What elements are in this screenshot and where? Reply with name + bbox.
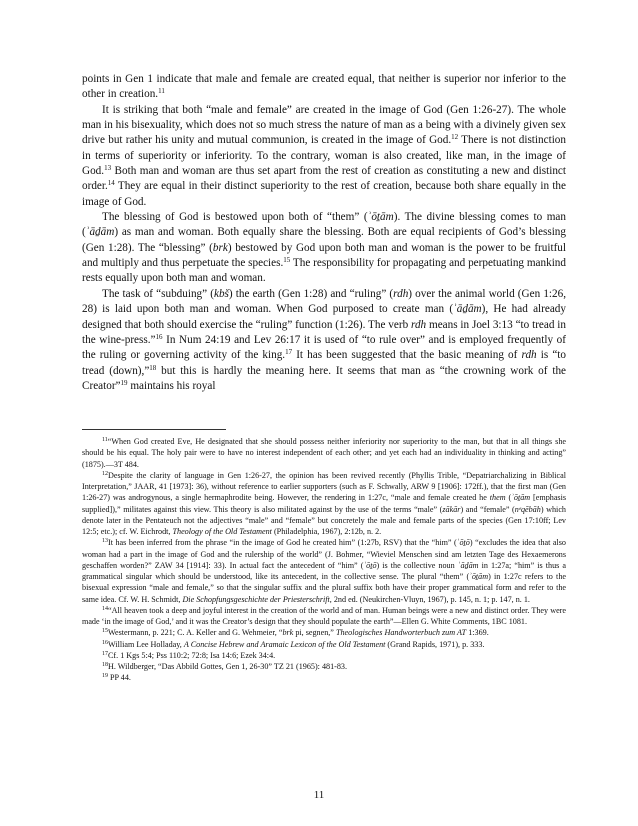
- hebrew-term: rdh: [393, 287, 409, 300]
- footnote-14: $^{14}$“All heaven took a deep and joyful interest in the creation of the world and of man. Human beings were a new and distinct order. They were made ‘in the image of God,’ and it was the Creator’s design that they should populate the earth”—Ellen G. White Comments, 1BC 1081.: [82, 605, 566, 626]
- paragraph-2: It is striking that both “male and female” are created in the image of God (Gen 1:26-27). The whole man in his bisexuality, which does not so much stress the nature of man as a being with a divinely given sex drive but rather his unity and mutual communion, is created in the image of God.$^{12}$ There is not distinction in terms of superiority or inferiority. To the contrary, woman is also created, like man, in the image of God.$^{13}$ Both man and woman are thus set apart from the rest of creation as constituting a new and distinct order.$^{14}$ They are equal in their distinct superiority to the rest of creation, because both share equally in the image of God.: [82, 103, 566, 208]
- footnote-19: $^{19}$ PP 44.: [102, 673, 131, 683]
- footnote-12: $^{12}$Despite the clarity of language in Gen 1:26-27, the opinion has been revived recently (Phyllis Trible, “Depatriarchalizing in Biblical Interpretation,” JAAR, 41 [1973]: 36), without reference to earlier supporters (such as F. Schwally, ARW 9 [1906]: 172ff.), that the first man (Gen 1:26-27) was androgynous, a single hermaphrodite being. However, the rendering in 1:27c, “male and female created he them (ʾōṯām [emphasis supplied]),” militates against this view. This theory is also militated against by the use of the terms “male” (zākār) and “female” (nᵉqēbāh) which denote later in the Pentateuch not the adjectives “male” and “female” but concretely the male and female parts of the species (Gen 17:10ff; Lev 12:5; etc.); cf. W. Eichrodt, Theology of the Old Testament (Philadelphia, 1967), 2:12b, n. 2.: [82, 470, 567, 536]
- footnote-ref-14[interactable]: 14: [107, 179, 115, 188]
- footnote-ref-12[interactable]: 12: [451, 133, 459, 142]
- hebrew-term: rdh: [521, 349, 537, 362]
- hebrew-term: kbš: [213, 287, 229, 300]
- hebrew-term: ʾāḏām: [85, 226, 115, 239]
- footnote-ref-18[interactable]: 18: [149, 363, 157, 372]
- footnote-18: $^{18}$H. Wildberger, “Das Abbild Gottes, Gen 1, 26-30” TZ 21 (1965): 481-83.: [102, 662, 347, 671]
- footnote-15: $^{15}$Westermann, p. 221; C. A. Keller and G. Wehmeier, “brk pi, segnen,” Theologisches Handworterbuch zum AT 1:369.: [102, 628, 489, 638]
- hebrew-term: ʾōṯām: [367, 211, 394, 224]
- footnote-13: $^{13}$It has been inferred from the phrase “in the image of God he created him” (1:27b, RSV) that the “him” (ʾōṯō) “excludes the idea that also woman had a part in the image of God and the rulership of the world” (J. Bohmer, “Wieviel Menschen sind am letzten Tage des Hexaemerons geschaffen worden?” ZAW 34 [1914]: 33). In actual fact the antecedent of “him” (ʾōṯō) is the collective noun ʾāḏām in 1:27a; “him” is thus a grammatical singular which should be understood, like its antecedent, in the collective sense. The plural “them” (ʾōṯām) in 1:27c refers to the bisexual expression “male and female,” so that the singular suffix and the plural suffix both have their proper grammatical form and refer to the same idea. Cf. W. H. Schmidt, Die Schopfungsgeschichte der Priesterschrift, 2nd ed. (Neukirchen-Vluyn, 1967), p. 145, n. 1; p. 147, n. 1.: [82, 538, 566, 604]
- footnote-ref-13[interactable]: 13: [104, 164, 112, 173]
- paragraph-3: The blessing of God is bestowed upon both of “them” (ʾōṯām). The divine blessing comes to man (ʾāḏām) as man and woman. Both equally share the blessing. Both are equal recipients of God’s blessing (Gen 1:28). The “blessing” (brk) bestowed by God upon both man and woman is the power to be fruitful and multiply and thus perpetuate the species.$^{15}$ The responsibility for propagating and perpetuating mankind rests equally upon both man and woman.: [82, 211, 567, 285]
- footnote-ref-17[interactable]: 17: [285, 348, 293, 357]
- hebrew-term: rdh: [411, 318, 427, 331]
- footnote-ref-11[interactable]: 11: [158, 87, 165, 96]
- body-text: [82, 72, 566, 394]
- hebrew-term: brk: [212, 241, 228, 254]
- footnote-separator: [82, 429, 226, 430]
- footnote-11: $^{11}$“When God created Eve, He designated that she should possess neither inferiority nor superiority to the man, but that in all things she should be his equal. The holy pair were to have no interest independent of each other; and yet each had an individuality in thinking and acting” (1875).—3T 484.: [82, 437, 566, 469]
- footnotes: [82, 436, 566, 684]
- page-number: 11: [313, 789, 325, 801]
- footnote-ref-16[interactable]: 16: [155, 332, 163, 341]
- paragraph-4: The task of “subduing” (kbš) the earth (Gen 1:28) and “ruling” (rdh) over the animal world (Gen 1:26, 28) is laid upon both man and woman. When God purposed to create man (ʾāḏām), He had already designed that both should exercise the “ruling” function (1:26). The verb rdh means in Joel 3:13 “to tread in the wine-press.”$^{16}$ In Num 24:19 and Lev 26:17 it is used of “to rule over” and is employed frequently of the ruling or governing activity of the king.$^{17}$ It has been suggested that the basic meaning of rdh is “to tread (down),”$^{18}$ but this is hardly the meaning here. It seems that man as “the crowning work of the Creator”$^{19}$ maintains his royal: [82, 287, 567, 392]
- footnote-ref-15[interactable]: 15: [283, 256, 291, 265]
- footnote-16: $^{16}$William Lee Holladay, A Concise Hebrew and Aramaic Lexicon of the Old Testament (Grand Rapids, 1971), p. 333.: [102, 639, 485, 649]
- hebrew-term: ʾāḏām: [453, 303, 482, 316]
- footnote-17: $^{17}$Cf. 1 Kgs 5:4; Pss 110:2; 72:8; Isa 14:6; Ezek 34:4.: [102, 650, 276, 660]
- footnote-ref-19[interactable]: 19: [120, 378, 128, 387]
- paragraph-1: points in Gen 1 indicate that male and female are created equal, that neither is superior nor inferior to the other in creation.$^{11}$: [82, 73, 566, 101]
